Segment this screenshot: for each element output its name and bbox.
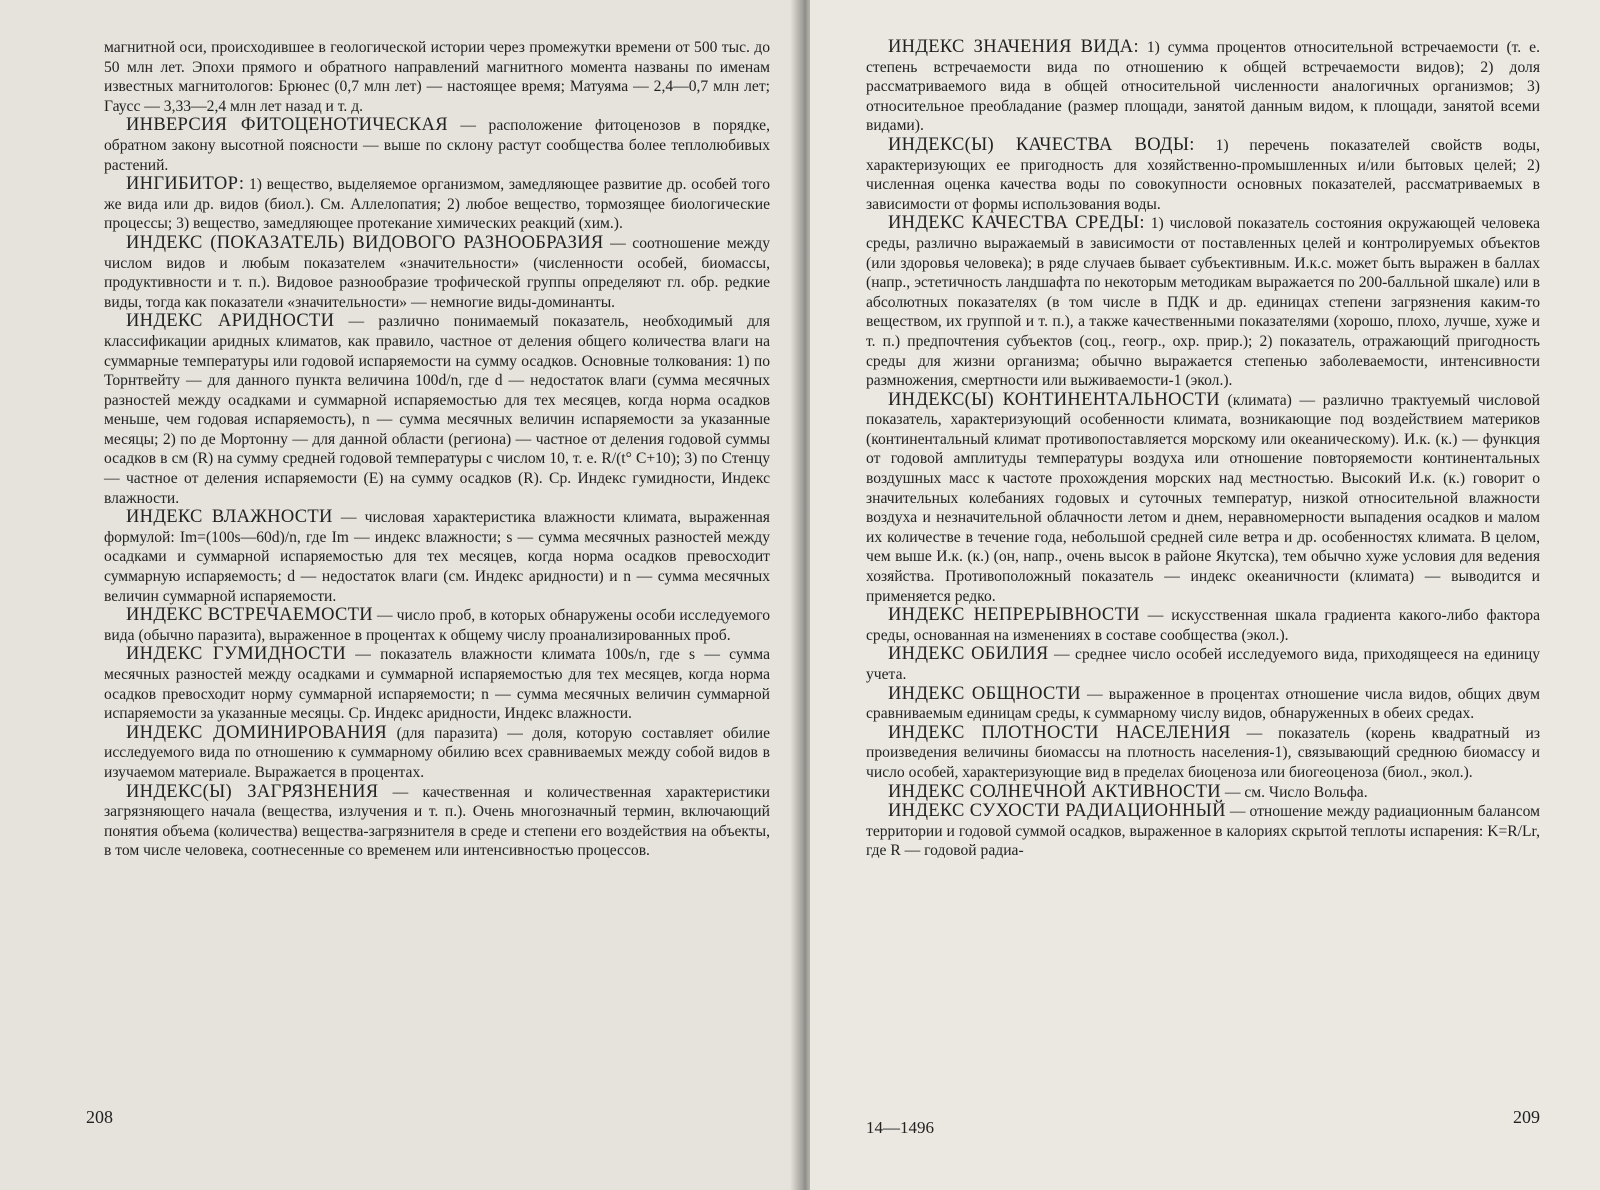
entry-term: ИНДЕКС КАЧЕСТВА СРЕДЫ: [888, 213, 1145, 234]
dictionary-entry [104, 175, 770, 234]
entry-definition: — расположение фитоценозов в порядке, обратном закону высотной поясности — выше по склону растут сообщества более теплолюбивых растений. [104, 117, 770, 174]
dictionary-entry [866, 38, 1540, 136]
entry-definition: 1) числовой показатель состояния окружающей человека среды, различно выражаемый в зависимости от поставленных целей и контролируемых объектов (или здоровья человека); в ряде случаев бывает субъективным. И.к.с. может быть выражен в баллах (напр., эстетичность ландшафта по некоторым методикам выражается по 200-балльной шкале) или в абсолютных показателях (в том числе в ПДК и др. единицах степени загрязнения каким-то веществом, их группой и т. п.), а также качественными показателями (хорошо, плохо, лучше, хуже и т. п.) предпочтения субъектов (соц., геогр., охр. прир.); 2) показатель, отражающий пригодность среды для жизни организма; обычно выражается степенью заболеваемости, интенсивности размножения, смертности или выживаемости-1 (экол.). [866, 215, 1540, 390]
entry-definition: — числовая характеристика влажности климата, выраженная формулой: Im=(100s—60d)/n, где Im — индекс влажности; s — сумма месячных разностей между осадками и суммарной испаряемостью для тех месяцев, когда норма осадков превосходит суммарную испаряемость; d — недостаток влаги (см. Индекс аридности) и n — сумма месячных величин суммарной испаряемости. [104, 509, 770, 605]
entry-term: ИНДЕКС НЕПРЕРЫВНОСТИ [888, 605, 1140, 626]
dictionary-entry [104, 645, 770, 723]
continuation-text: магнитной оси, происходившее в геологической истории через промежутки времени от 500 тыс. до 50 млн лет. Эпохи прямого и обратного направлений магнитного момента названы по именам известных магнитологов: Брюнес (0,7 млн лет) — настоящее время; Матуяма — 2,4—0,7 млн лет; Гаусс — 3,33—2,4 млн лет назад и т. д. [104, 39, 770, 115]
entry-definition: 1) вещество, выделяемое организмом, замедляющее развитие др. особей того же вида или др. видов (биол.). См. Аллелопатия; 2) любое вещество, тормозящее биологические процессы; 3) вещество, замедляющее протекание химических реакций (хим.). [104, 176, 770, 233]
dictionary-entry [104, 116, 770, 175]
entry-term: ИНДЕКС СОЛНЕЧНОЙ АКТИВНОСТИ [888, 781, 1221, 802]
entry-term: ИНДЕКС ВЛАЖНОСТИ [126, 507, 333, 528]
dictionary-entry [866, 136, 1540, 214]
dictionary-entry [104, 606, 770, 645]
page-number: 209 [1513, 1107, 1540, 1127]
entry-definition: — число проб, в которых обнаружены особи исследуемого вида (обычно паразита), выраженное в процентах к общему числу проанализированных проб. [104, 607, 770, 644]
dictionary-entry [866, 724, 1540, 783]
entry-term: ИНДЕКС ВСТРЕЧАЕМОСТИ [126, 605, 373, 626]
entry-definition: — отношение между радиационным балансом территории и годовой суммой осадков, выраженное в калориях скрытой теплоты испарения: K=R/Lr, где R — годовой радиа- [866, 803, 1540, 860]
entry-term: ИНДЕКС(Ы) ЗАГРЯЗНЕНИЯ [126, 781, 379, 802]
entry-term: ИНДЕКС АРИДНОСТИ [126, 311, 335, 332]
dictionary-entry [104, 234, 770, 312]
entry-definition: — качественная и количественная характеристики загрязняющего начала (вещества, излучения и т. п.). Очень многозначный термин, включающий понятия объема (количества) вещества-загрязнителя в среде и степени его воздействия на объекты, в том числе человека, соотнесенные со временем или интенсивностью процессов. [104, 783, 771, 860]
entry-definition: — показатель (корень квадратный из произведения величины биомассы на плотность населения-1), связывающий среднюю биомассу и число особей, характеризующие вид в пределах биоценоза или биогеоценоза (биол., экол.). [866, 724, 1540, 781]
dictionary-entry [866, 685, 1540, 724]
entry-definition: 1) перечень показателей свойств воды, характеризующих ее пригодность для хозяйственно-промышленных и/или бытовых целей; 2) численная оценка качества воды по совокупности основных показателей, рассматриваемых в зависимости от формы использования воды. [866, 136, 1540, 213]
printer-signature: 14—1496 [866, 1118, 934, 1137]
dictionary-entry [866, 802, 1540, 861]
entry-term: ИНДЕКС ЗНАЧЕНИЯ ВИДА: [888, 37, 1139, 57]
entry-term: ИНДЕКС (ПОКАЗАТЕЛЬ) ВИДОВОГО РАЗНООБРАЗИЯ [126, 232, 604, 253]
entry-definition: — искусственная шкала градиента какого-либо фактора среды, основанная на изменениях в составе сообщества (экол.). [866, 607, 1540, 644]
right-page [810, 0, 1600, 1190]
entry-definition: — см. Число Вольфа. [1220, 783, 1368, 801]
entry-term: ИНДЕКС СУХОСТИ РАДИАЦИОННЫЙ [888, 801, 1226, 822]
entry-term: ИНДЕКС ГУМИДНОСТИ [126, 644, 347, 665]
entry-term: ИНДЕКС(Ы) КОНТИНЕНТАЛЬНОСТИ [888, 389, 1220, 410]
dictionary-entry [866, 391, 1540, 607]
dictionary-entry [866, 214, 1540, 390]
entry-term: ИНВЕРСИЯ ФИТОЦЕНОТИЧЕСКАЯ [126, 115, 448, 136]
entry-term: ИНГИБИТОР: [126, 174, 245, 195]
page-number: 208 [86, 1107, 113, 1127]
dictionary-entry [104, 783, 770, 861]
entry-term: ИНДЕКС ОБИЛИЯ [888, 644, 1049, 665]
entry-term: ИНДЕКС(Ы) КАЧЕСТВА ВОДЫ: [888, 134, 1195, 155]
entry-definition: — выраженное в процентах отношение числа видов, общих двум сравниваемым единицам среды, к суммарному числу видов, обнаруженных в обеих средах. [866, 685, 1540, 723]
entry-definition: — различно понимаемый показатель, необходимый для классификации аридных климатов, как правило, частное от деления общего количества влаги на суммарные температуры или годовой испаряемости на сумму осадков. Основные толкования: 1) по Торнтвейту — для данного пункта величина 100d/n, где d — недостаток влаги (сумма месячных разностей между осадками и суммарной испаряемостью для тех месяцев, когда норма осадков меньше, чем годовая испаряемость), n — сумма месячных величин испаряемости за указанные месяцы; 2) по де Мортонну — для данной области (региона) — частное от деления годовой суммы осадков в см (R) на сумму средней годовой температуры с числом 10, т. е. R/(t° C+10); 3) по Стенцу — частное от деления испаряемости (E) на сумму осадков (R). Ср. Индекс гумидности, Индекс влажности. [104, 313, 770, 507]
entry-definition: — соотношение между числом видов и любым показателем «значительности» (численности особей, биомассы, продуктивности и т. п.). Видовое разнообразие трофической группы определяют гл. обр. редкие виды, тогда как показатели «значительности» — немногие виды-доминанты. [104, 234, 770, 311]
entry-term: ИНДЕКС ПЛОТНОСТИ НАСЕЛЕНИЯ [888, 722, 1231, 743]
entry-definition: — показатель влажности климата 100s/n, где s — сумма месячных разностей между осадками и суммарной испаряемостью для тех месяцев, когда норма осадков превосходит норму суммарной испаряемости; n — сумма месячных величин суммарной испаряемости за указанные месяцы. Ср. Индекс аридности, Индекс влажности. [104, 646, 770, 723]
entry-definition: (климата) — различно трактуемый числовой показатель, характеризующий особенности климата, возникающие под воздействием материков (континентальный климат противопоставляется морскому или океаническому). И.к. (к.) — функция от годовой амплитуды температуры воздуха или отношение повторяемости континентальных воздушных масс к частоте прохождения морских над местностью. Высокий И.к. (к.) говорит о значительных колебаниях годовых и суточных температур, низкой относительной влажности воздуха и незначительной облачности летом и днем, неравномерности выпадения осадков и малом их количестве в течение года, небольшой средней силе ветра и др. особенностях климата. В целом, чем выше И.к. (к.) (он, напр., очень высок в районе Якутска), тем обычно хуже условия для ведения хозяйства. Противоположный показатель — индекс океаничности (климата) — выводится и применяется редко. [866, 391, 1540, 605]
entry-term: ИНДЕКС ДОМИНИРОВАНИЯ [126, 722, 388, 743]
dictionary-entry [104, 724, 770, 783]
entry-term: ИНДЕКС ОБЩНОСТИ [888, 683, 1081, 704]
dictionary-entry [866, 783, 1540, 803]
entry-definition: 1) сумма процентов относительной встречаемости (т. е. степень встречаемости вида по отношению к общей встречаемости видов); 2) доля рассматриваемого вида в общей относительной численности аналогичных организмов; 3) относительное преобладание (размер площади, занятой данным видом, к площади, занятой всеми видами). [866, 39, 1540, 135]
entry-definition: — среднее число особей исследуемого вида, приходящееся на единицу учета. [866, 646, 1540, 683]
dictionary-entry [866, 645, 1540, 684]
dictionary-entry [104, 508, 770, 606]
dictionary-entry [104, 312, 770, 508]
entry-definition: (для паразита) — доля, которую составляет обилие исследуемого вида по отношению к суммарному обилию всех сравниваемых между собой видов в изучаемом материале. Выражается в процентах. [104, 724, 770, 781]
dictionary-entry [866, 606, 1540, 645]
